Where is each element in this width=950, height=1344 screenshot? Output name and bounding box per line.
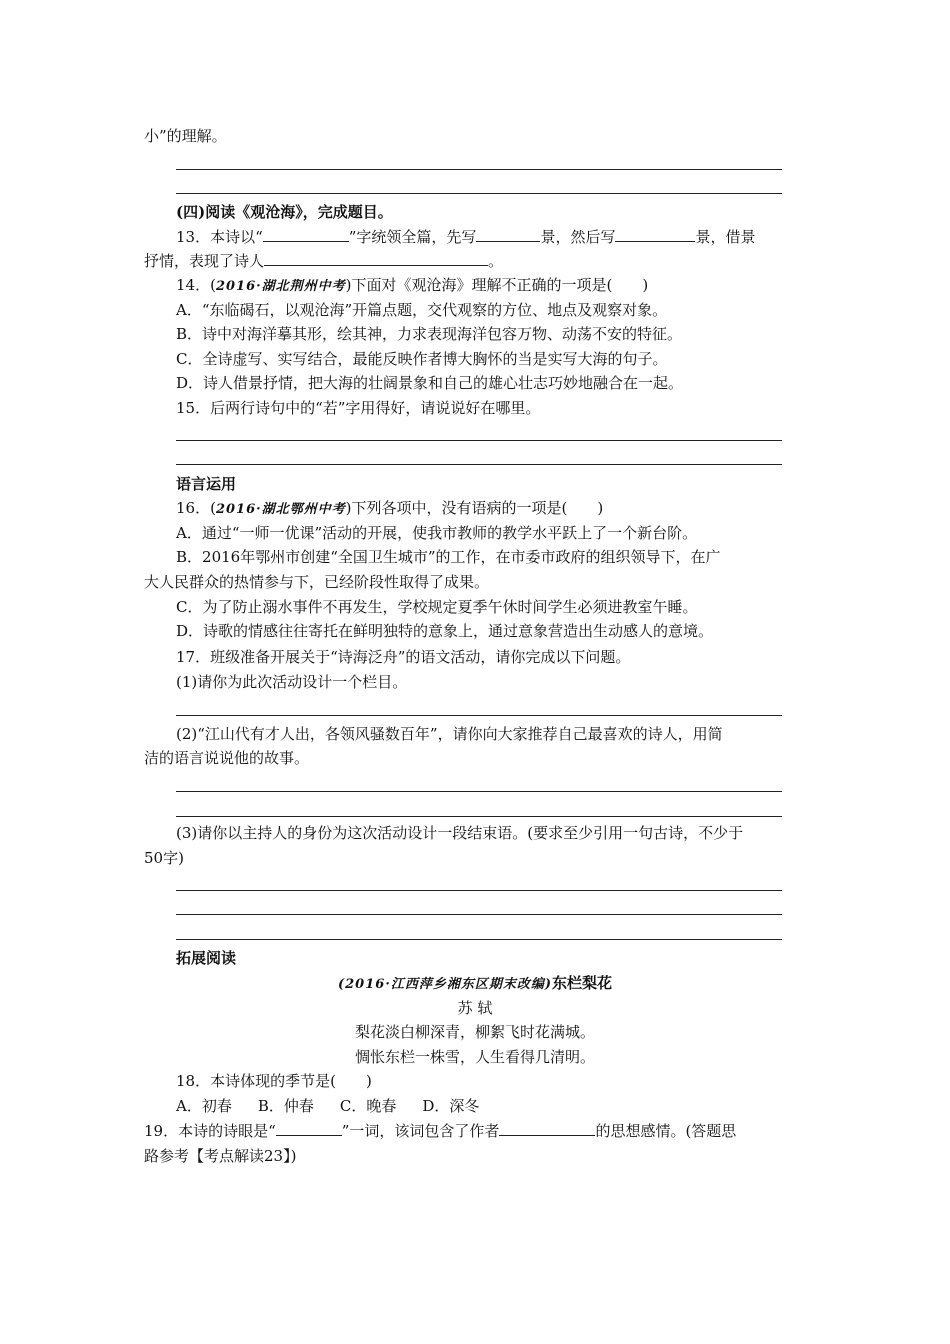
q18-option-a: A．初春 [176,1097,232,1115]
poem-title: 东栏梨花 [552,974,613,992]
q14-option-d: D．诗人借景抒情，把大海的壮阔景象和自己的雄心壮志巧妙地融合在一起。 [176,374,684,392]
q13-blank-3[interactable] [615,227,695,242]
q13-line1: 13．本诗以“ ”字统领全篇，先写 景，然后写 景，借景 [176,228,756,246]
q18-stem: 18．本诗体现的季节是( ) [176,1072,372,1090]
answer-line [176,914,782,915]
q17-part3-line2: 50字) [144,849,184,867]
q19-blank-1[interactable] [276,1121,342,1136]
q17-part2-line1: (2)“江山代有才人出，各领风骚数百年”，请你向大家推荐自己最喜欢的诗人，用简 [176,725,723,743]
q14-stem: 14．(2016·湖北荆州中考)下面对《观沧海》理解不正确的一项是( ) [176,276,649,294]
q16-option-b-2: 大人民群众的热情参与下，已经阶段性取得了成果。 [144,573,490,591]
q18-option-d: D．深冬 [422,1097,480,1115]
q18-options [176,1096,505,1116]
q19-line1: 19．本诗的诗眼是“ ”一词，该词包含了作者 的思想感情。(答题思 [144,1122,737,1140]
q18-option-b: B．仲春 [257,1097,314,1115]
answer-line [176,193,782,194]
poem-source: (2016·江西萍乡湘东区期末改编) [337,977,552,992]
q17-stem: 17．班级准备开展关于“诗海泛舟”的语文活动，请你完成以下问题。 [176,648,631,666]
q13-blank-1[interactable] [263,227,349,242]
q14-option-c: C．全诗虚写、实写结合，最能反映作者博大胸怀的当是实写大海的句子。 [176,350,668,368]
answer-line [176,464,782,465]
q13-line2: 抒情，表现了诗人 。 [144,252,504,270]
poem-line-1: 梨花淡白柳深青，柳絮飞时花满城。 [354,1023,595,1041]
poem-line-2: 惆怅东栏一株雪，人生看得几清明。 [354,1048,595,1066]
q19-line2: 路参考【考点解读23】) [144,1147,297,1165]
q14-source: 2016·湖北荆州中考 [215,279,346,294]
q17-part3-line1: (3)请你以主持人的身份为这次活动设计一段结束语。(要求至少引用一句古诗，不少于 [176,824,744,842]
answer-line [176,939,782,940]
q18-option-c: C．晚春 [339,1097,397,1115]
answer-line [176,169,782,170]
q14-option-a: A．“东临碣石，以观沧海”开篇点题，交代观察的方位、地点及观察对象。 [176,301,668,319]
section-4-title: (四)阅读《观沧海》，完成题目。 [176,203,393,221]
answer-line [176,791,782,792]
q16-option-a: A．通过“一师一优课”活动的开展，使我市教师的教学水平跃上了一个新台阶。 [176,524,698,542]
answer-line [176,890,782,891]
q16-option-c: C．为了防止溺水事件不再发生，学校规定夏季午休时间学生必须进教室午睡。 [176,598,698,616]
q15-stem: 15．后两行诗句中的“若”字用得好，请说说好在哪里。 [176,399,541,417]
q13-blank-2[interactable] [476,227,540,242]
section-language-title: 语言运用 [176,475,237,493]
answer-line [176,440,782,441]
answer-line [176,816,782,817]
section-extended-title: 拓展阅读 [176,949,237,967]
q16-stem: 16．(2016·湖北鄂州中考)下列各项中，没有语病的一项是( ) [176,499,604,517]
poem-heading [0,973,950,995]
q13-blank-4[interactable] [264,251,488,266]
q16-source: 2016·湖北鄂州中考 [215,502,346,517]
answer-line [176,715,782,716]
q17-part2-line2: 洁的语言说说他的故事。 [144,749,310,767]
q16-option-b-1: B．2016年鄂州市创建“全国卫生城市”的工作，在市委市政府的组织领导下，在广 [176,548,721,566]
poem-author: 苏 轼 [457,999,493,1017]
q16-option-d: D．诗歌的情感往往寄托在鲜明独特的意象上，通过意象营造出生动感人的意境。 [176,622,714,640]
q12-tail: 小”的理解。 [144,127,227,145]
q19-blank-2[interactable] [499,1121,595,1136]
q17-part1: (1)请你为此次活动设计一个栏目。 [176,673,408,691]
q14-option-b: B．诗中对海洋摹其形，绘其神，力求表现海洋包容万物、动荡不安的特征。 [176,325,683,343]
